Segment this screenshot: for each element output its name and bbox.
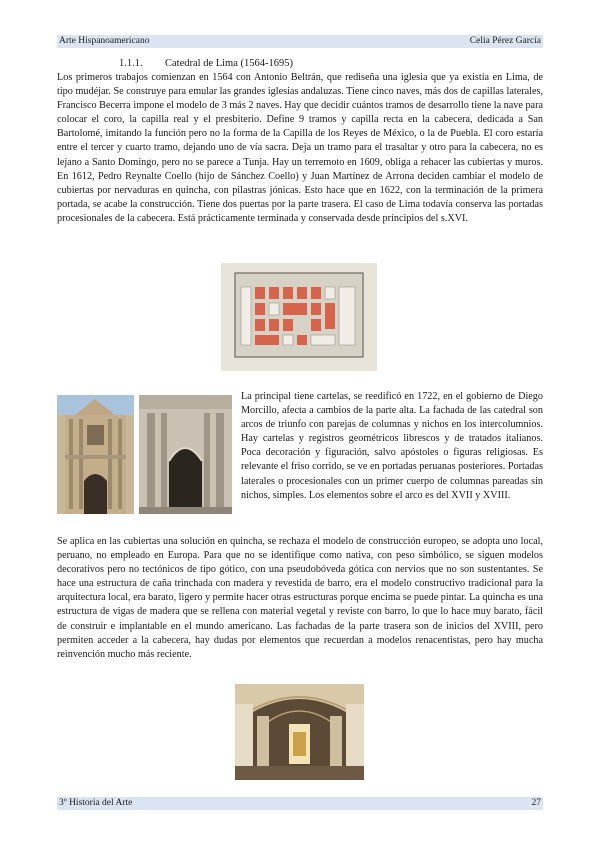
- paragraph-facade: La principal tiene cartelas, se reedificó en 1722, en el gobierno de Diego Morcillo, afecta a cambios de la parte alta. La fachada de las catedral son arcos de triunfo con parejas de columnas y nichos en los intercolumnios. Hay cartelas y registros geométricos librescos y de tratados italianos. Poca decoración y figuración, salvo apóstoles o figuras religiosas. Es relevante el friso corrido, se ve en portadas peruanas posteriores. Portadas laterales o procesionales con un primer cuerpo de columnas pareadas sin nichos, simples. Los elementos sobre el arco es del XVII y XVIII.: [241, 391, 543, 501]
- paragraph-history: Los primeros trabajos comienzan en 1564 con Antonio Beltrán, que rediseña una iglesia que ya existía en Lima, de tipo mudéjar. Se construye para emular las grandes iglesias andaluzas. Tiene cinco naves, más dos de capillas laterales, Francisco Becerra impone el modelo de 3 más 2 naves. Hay que decidir cuántos tramos de desarrollo tiene la nave para colocar el coro, la capilla real y el presbiterio. Define 9 tramos y capilla recta en la cabecera, dedicada a San Bartolomé, imitando la función pero no la forma de la Capilla de los Reyes de México, o la de Puebla. El coro estaría entre el tercer y cuarto tramo, dejando uno de vía sacra. Deja un tramo para el trasaltar y otro para la cabecera, no es lejano a Santo Domingo, pero no se parece a Tunja. Hay un terremoto en 1609, obliga a rehacer las cubiertas y muros. En 1612, Pedro Reynalte Coello (hijo de Sánchez Coello) y Juan Martínez de Arrona deciden cambiar el modelo de cubiertas por nervaduras en quincha, con pilastras jónicas. Esto hace que en 1622, con la terminación de la primera portada, se acabe la construcción. Tiene dos puertas por la parte trasera. El caso de Lima todavía conserva las portadas procesionales de la cabecera. Está prácticamente terminada y conservada desde principios del s.XVI.: [57, 72, 543, 224]
- facade-photo-main: [57, 395, 134, 514]
- header-course: Arte Hispanoamericano: [59, 36, 150, 46]
- section-number: 1.1.1.: [119, 58, 143, 69]
- interior-photo: [235, 684, 364, 780]
- section-heading: [119, 58, 293, 69]
- page-number: 27: [531, 798, 541, 808]
- footer-course: 3º Historia del Arte: [59, 798, 133, 808]
- page-header: [57, 35, 543, 48]
- facade-photo-side: [139, 395, 232, 514]
- section-title: Catedral de Lima (1564-1695): [165, 58, 293, 69]
- header-author: Celia Pérez García: [469, 36, 541, 46]
- paragraph-quincha: Se aplica en las cubiertas una solución en quincha, se rechaza el modelo de construcción europeo, se adopta uno local, peruano, no empleado en Europa. Para que no se identifique como nativa, con peso simbólico, se siguen modelos decorativos pero no tectónicos de tipo gótico, con una pseudobóveda gótica con nervios que no son sustentantes. Se hace una estructura de caña trinchada con madera y revestida de barro, era el modelo constructivo tradicional para la arquitectura local, era barato, ligero y permite hacer otras estructuras porque encima se puede pintar. La quincha es una estructura de vigas de madera que se rellena con material vegetal y reviste con barro, lo que lo hace muy barato, fácil de construir e implantable en el mundo americano. Las fachadas de la parte trasera son de inicios del XVIII, pero permiten acceder a la cabecera, hay dudas por elementos que recuerdan a modelos renacentistas, pero hay mucha reinvención mucho más reciente.: [57, 536, 543, 660]
- page-footer: [57, 797, 543, 810]
- floor-plan-image: [221, 263, 377, 371]
